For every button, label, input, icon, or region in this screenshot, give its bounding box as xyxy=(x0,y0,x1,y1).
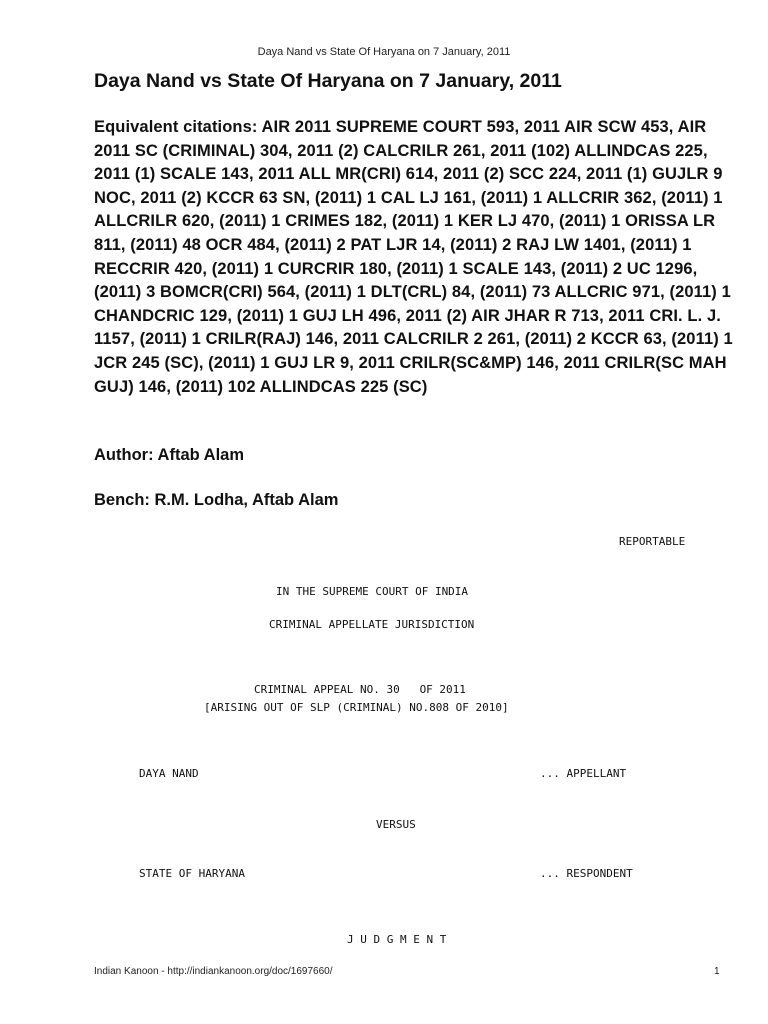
author-line: Author: Aftab Alam xyxy=(94,446,245,464)
bench-line: Bench: R.M. Lodha, Aftab Alam xyxy=(94,491,339,509)
equivalent-citations: Equivalent citations: AIR 2011 SUPREME COURT 593, 2011 AIR SCW 453, AIR 2011 SC (CRIMINAL) 304, 2011 (2) CALCRILR 261, 2011 (102) ALLINDCAS 225, 2011 (1) SCALE 143, 2011 ALL MR(CRI) 614, 2011 (2) SCC 224, 2011 (1) GUJLR 9 NOC, 2011 (2) KCCR 63 SN, (2011) 1 CAL LJ 161, (2011) 1 ALLCRIR 362, (2011) 1 ALLCRILR 620, (2011) 1 CRIMES 182, (2011) 1 KER LJ 470, (2011) 1 ORISSA LR 811, (2011) 48 OCR 484, (2011) 2 PAT LJR 14, (2011) 2 RAJ LW 1401, (2011) 1 RECCRIR 420, (2011) 1 CURCRIR 180, (2011) 1 SCALE 143, (2011) 2 UC 1296, (2011) 3 BOMCR(CRI) 564, (2011) 1 DLT(CRL) 84, (2011) 73 ALLCRIC 971, (2011) 1 CHANDCRIC 129, (2011) 1 GUJ LH 496, 2011 (2) AIR JHAR R 713, 2011 CRI. L. J. 1157, (2011) 1 CRILR(RAJ) 146, 2011 CALCRILR 2 261, (2011) 2 KCCR 63, (2011) 1 JCR 245 (SC), (2011) 1 GUJ LR 9, 2011 CRILR(SC&MP) 146, 2011 CRILR(SC MAH GUJ) 146, (2011) 102 ALLINDCAS 225 (SC) xyxy=(94,118,733,396)
running-header: Daya Nand vs State Of Haryana on 7 January, 2011 xyxy=(257,46,511,58)
jurisdiction: CRIMINAL APPELLATE JURISDICTION xyxy=(269,618,475,631)
respondent-name: STATE OF HARYANA xyxy=(139,867,245,880)
footer-source-link[interactable]: Indian Kanoon - http://indiankanoon.org/doc/1697660/ xyxy=(94,966,333,977)
reportable-label: REPORTABLE xyxy=(619,535,686,548)
respondent-role: ... RESPONDENT xyxy=(540,867,633,880)
versus-label: VERSUS xyxy=(376,818,416,831)
arising-out-of: [ARISING OUT OF SLP (CRIMINAL) NO.808 OF 2010] xyxy=(204,701,509,714)
appellant-role: ... APPELLANT xyxy=(540,767,627,780)
document-title: Daya Nand vs State Of Haryana on 7 January, 2011 xyxy=(94,70,562,92)
appeal-number: CRIMINAL APPEAL NO. 30 OF 2011 xyxy=(254,683,466,696)
page-number: 1 xyxy=(714,966,720,977)
appellant-name: DAYA NAND xyxy=(139,767,199,780)
judgment-heading: J U D G M E N T xyxy=(347,933,447,946)
court-name: IN THE SUPREME COURT OF INDIA xyxy=(276,585,469,598)
